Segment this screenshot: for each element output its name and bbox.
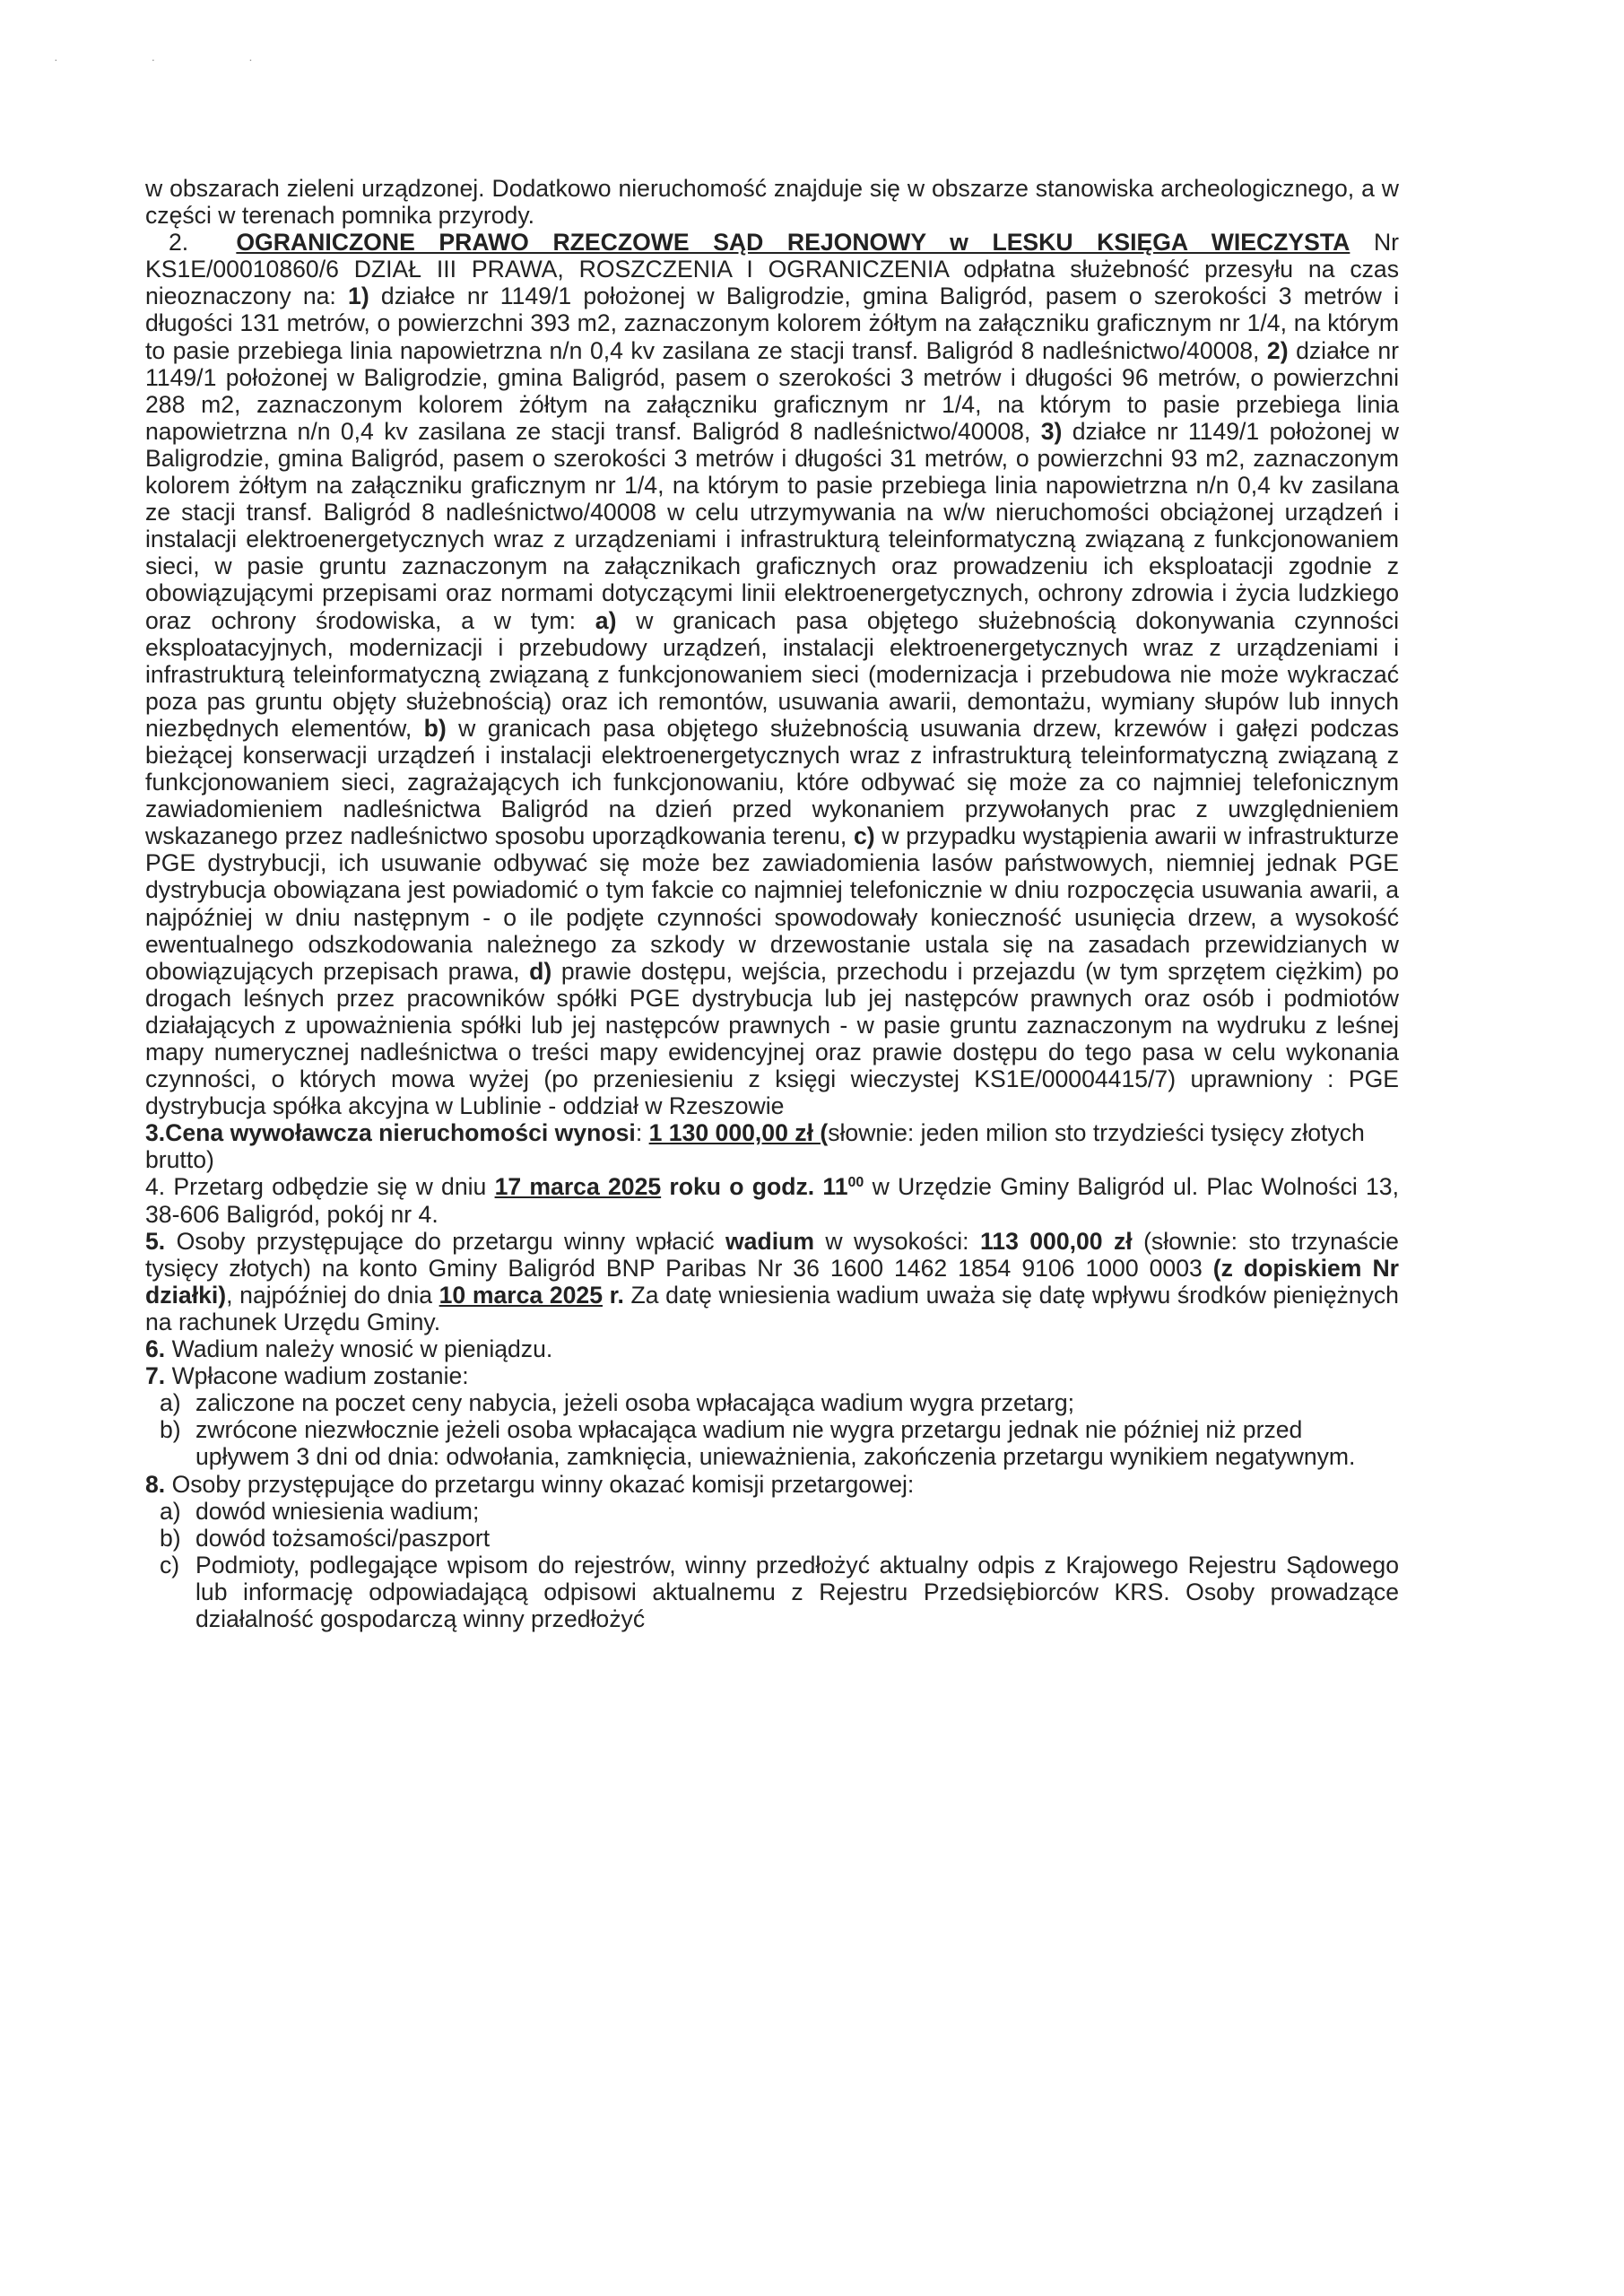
- list-item: [145, 1552, 1399, 1632]
- item-marker: 1): [348, 283, 369, 310]
- paragraph-continuation: w obszarach zieleni urządzonej. Dodatkowo nieruchomość znajduje się w obszarze stanowiska archeologicznego, a w części w terenach pomnika przyrody.: [145, 175, 1399, 230]
- section-2-text: prawie dostępu, wejścia, przechodu i przejazdu (w tym sprzętem ciężkim) po drogach leśnych przez pracowników spółki PGE dystrybucja lub jej następców prawnych oraz osób i podmiotów działających z upoważnienia spółki lub jej następców prawnych - w pasie gruntu zaznaczonym na wydruku z leśnej mapy numerycznej nadleśnictwa o treści mapy ewidencyjnej oraz prawie dostępu do tego pasa w celu wykonania czynności, o których mowa wyżej (po przeniesieniu z księgi wieczystej KS1E/00004415/7) uprawniony : PGE dystrybucja spółka akcyjna w Lublinie - oddział w Rzeszowie: [145, 957, 1399, 1120]
- section-5-text: w wysokości:: [814, 1227, 980, 1255]
- list-item: [145, 1525, 1399, 1552]
- section-8-list: [145, 1498, 1399, 1632]
- list-item-text: dowód tożsamości/paszport: [195, 1524, 491, 1552]
- price-label: 3.Cena wywoławcza nieruchomości wynosi: [145, 1119, 636, 1147]
- section-2-text: w przypadku wystąpienia awarii w infrastrukturze PGE dystrybucji, ich usuwanie odbywać się może bez zawiadomienia lasów państwowych, niemniej jednak PGE dystrybucja obowiązana jest powiadomić o tym fakcie co najmniej telefonicznie w dniu rozpoczęcia usuwania awarii, a najpóźniej w dniu następnym - o ile podjęte czynności spowodowały konieczność usunięcia drzew, a wysokość ewentualnego odszkodowania należnego za szkody w drzewostanie ustala się na zasadach przewidzianych w obowiązujących przepisach prawa,: [145, 822, 1399, 985]
- wadium-amount: 113 000,00 zł: [979, 1227, 1133, 1255]
- section-2-text: działce nr 1149/1 położonej w Baligrodzie, gmina Baligród, pasem o szerokości 3 metrów i długości 131 metrów, o powierzchni 393 m2, zaznaczonym kolorem żółtym na załączniku graficznym nr 1/4, na którym to pasie przebiega linia napowietrzna n/n 0,4 kv zasilana ze stacji transf. Baligród 8 nadleśnictwo/40008,: [145, 283, 1400, 364]
- list-item: [145, 1389, 1399, 1416]
- document-body: [145, 175, 1399, 1632]
- section-2-text: w granicach pasa objętego służebnością dokonywania czynności eksploatacyjnych, modernizacji i przebudowy urządzeń, instalacji elektroenergetycznych wraz z urządzeniami i infrastrukturą teleinformatyczną związaną z funkcjonowaniem sieci (modernizacja i przebudowa nie może wykraczać poza pas gruntu objęty służebnością) oraz ich remontów, usuwania awarii, demontażu, wymiany słupów lub innych niezbędnych elementów,: [145, 606, 1400, 742]
- list-item-text: dowód wniesienia wadium;: [195, 1497, 480, 1525]
- item-marker: 3): [1040, 417, 1063, 445]
- wadium-deadline: 10 marca 2025: [439, 1281, 603, 1309]
- section-2-text: w granicach pasa objętego służebnością usuwania drzew, krzewów i gałęzi podczas bieżącej konserwacji urządzeń i instalacji elektroenergetycznych wraz z infrastrukturą teleinformatyczną związaną z funkcjonowaniem sieci, zagrażających ich funkcjonowaniu, które odbywać się może za co najmniej telefonicznym zawiadomieniem nadleśnictwa Baligród na dzień przed wykonaniem przywołanych prac z uwzględnieniem wskazanego przez nadleśnictwo sposobu uporządkowania terenu,: [145, 714, 1399, 850]
- list-item-text: zwrócone niezwłocznie jeżeli osoba wpłacająca wadium nie wygra przetargu jednak nie później niż przed upływem 3 dni od dnia: odwołania, zamknięcia, unieważnienia, zakończenia przetargu wynikiem negatywnym.: [195, 1416, 1356, 1471]
- section-2-text: działce nr 1149/1 położonej w Baligrodzie, gmina Baligród, pasem o szerokości 3 metrów i długości 31 metrów, o powierzchni 93 m2, zaznaczonym kolorem żółtym na załączniku graficznym nr 1/4, na którym to pasie przebiega linia napowietrzna n/n 0,4 kv zasilana ze stacji transf. Baligród 8 nadleśnictwo/40008 w celu utrzymywania na w/w nieruchomości obciążonej urządzeń i instalacji elektroenergetycznych wraz z urządzeniami i infrastrukturą teleinformatyczną związaną z funkcjonowaniem sieci, w pasie gruntu zaznaczonym na załącznikach graficznych oraz prowadzeniu ich eksploatacji zgodnie z obowiązującymi przepisami oraz normami dotyczącymi linii elektroenergetycznych, ochrony zdrowia i życia ludzkiego oraz ochrony środowiska, a w tym:: [145, 417, 1400, 634]
- price-words: słownie: jeden milion sto trzydzieści tysięcy złotych brutto): [145, 1119, 1365, 1174]
- section-2-text: działce nr 1149/1 położonej w Baligrodzie, gmina Baligród, pasem o szerokości 3 metrów i długości 96 metrów, o powierzchni 288 m2, zaznaczonym kolorem żółtym na załączniku graficznym nr 1/4, na którym to pasie przebiega linia napowietrzna n/n 0,4 kv zasilana ze stacji transf. Baligród 8 nadleśnictwo/40008,: [145, 336, 1399, 445]
- section-2-number: 2.: [169, 229, 189, 257]
- section-5-text: Za datę wniesienia wadium uważa się datę wpływu środków pieniężnych na rachunek Urzędu Gminy.: [145, 1281, 1399, 1335]
- section-3-paragraph: [145, 1119, 1399, 1173]
- auction-place: w Urzędzie Gminy Baligród ul. Plac Wolności 13, 38-606 Baligród, pokój nr 4.: [145, 1173, 1399, 1228]
- section-8-number: 8.: [145, 1470, 166, 1498]
- section-5-text: (słownie: sto trzynaście tysięcy złotych) na konto Gminy Baligród BNP Paribas Nr 36 1600 1462 1854 9106 1000 0003: [145, 1227, 1399, 1282]
- section-5-number: 5.: [145, 1227, 166, 1255]
- section-5-paragraph: [145, 1228, 1399, 1335]
- item-marker: c): [853, 822, 875, 850]
- wadium-deadline-suffix: r.: [602, 1281, 624, 1309]
- item-marker: 2): [1266, 336, 1289, 364]
- section-7-list: [145, 1389, 1399, 1470]
- wadium-note: (z dopiskiem Nr działki): [145, 1254, 1399, 1309]
- list-marker: c): [160, 1551, 180, 1578]
- section-6-paragraph: [145, 1335, 1399, 1362]
- item-marker: a): [595, 606, 617, 634]
- auction-time-minutes: 00: [847, 1175, 864, 1191]
- scan-specks: · · ·: [54, 52, 298, 66]
- section-4-paragraph: [145, 1173, 1399, 1227]
- section-7-text: Wpłacone wadium zostanie:: [165, 1362, 469, 1390]
- section-6-text: Wadium należy wnosić w pieniądzu.: [165, 1335, 553, 1363]
- price-colon: :: [635, 1119, 649, 1147]
- section-8-paragraph: [145, 1471, 1399, 1498]
- section-8-text: Osoby przystępujące do przetargu winny okazać komisji przetargowej:: [165, 1470, 915, 1498]
- list-item-text: zaliczone na poczet ceny nabycia, jeżeli osoba wpłacająca wadium wygra przetarg;: [195, 1389, 1075, 1417]
- list-item-text: Podmioty, podlegające wpisom do rejestrów, winny przedłożyć aktualny odpis z Krajowego Rejestru Sądowego lub informację odpowiadającą odpisowi aktualnemu z Rejestru Przedsiębiorców KRS. Osoby prowadzące działalność gospodarczą winny przedłożyć: [195, 1551, 1399, 1632]
- section-2-text: Nr KS1E/00010860/6 DZIAŁ III PRAWA, ROSZCZENIA I OGRANICZENIA odpłatna służebność przesyłu na czas nieoznaczony na:: [145, 229, 1400, 310]
- section-7-number: 7.: [145, 1362, 166, 1390]
- list-marker: b): [160, 1416, 181, 1444]
- section-5-text: Osoby przystępujące do przetargu winny wpłacić: [165, 1227, 725, 1255]
- item-marker: b): [423, 714, 447, 742]
- section-6-number: 6.: [145, 1335, 166, 1363]
- auction-time: roku o godz. 11: [661, 1173, 848, 1201]
- list-marker: a): [160, 1389, 181, 1417]
- wadium-term: wadium: [725, 1227, 814, 1255]
- item-marker: d): [529, 957, 552, 985]
- list-marker: a): [160, 1497, 181, 1525]
- list-item: [145, 1498, 1399, 1525]
- section-4-text: 4. Przetarg odbędzie się w dniu: [145, 1173, 495, 1201]
- price-amount: 1 130 000,00 zł (: [648, 1119, 829, 1147]
- section-7-paragraph: [145, 1362, 1399, 1389]
- list-item: [145, 1416, 1399, 1470]
- list-marker: b): [160, 1524, 181, 1552]
- auction-date: 17 marca 2025: [494, 1173, 662, 1201]
- section-2-paragraph: [145, 229, 1399, 1119]
- section-5-text: , najpóźniej do dnia: [226, 1281, 439, 1309]
- section-2-heading: OGRANICZONE PRAWO RZECZOWE SĄD REJONOWY w LESKU KSIĘGA WIECZYSTA: [236, 229, 1350, 257]
